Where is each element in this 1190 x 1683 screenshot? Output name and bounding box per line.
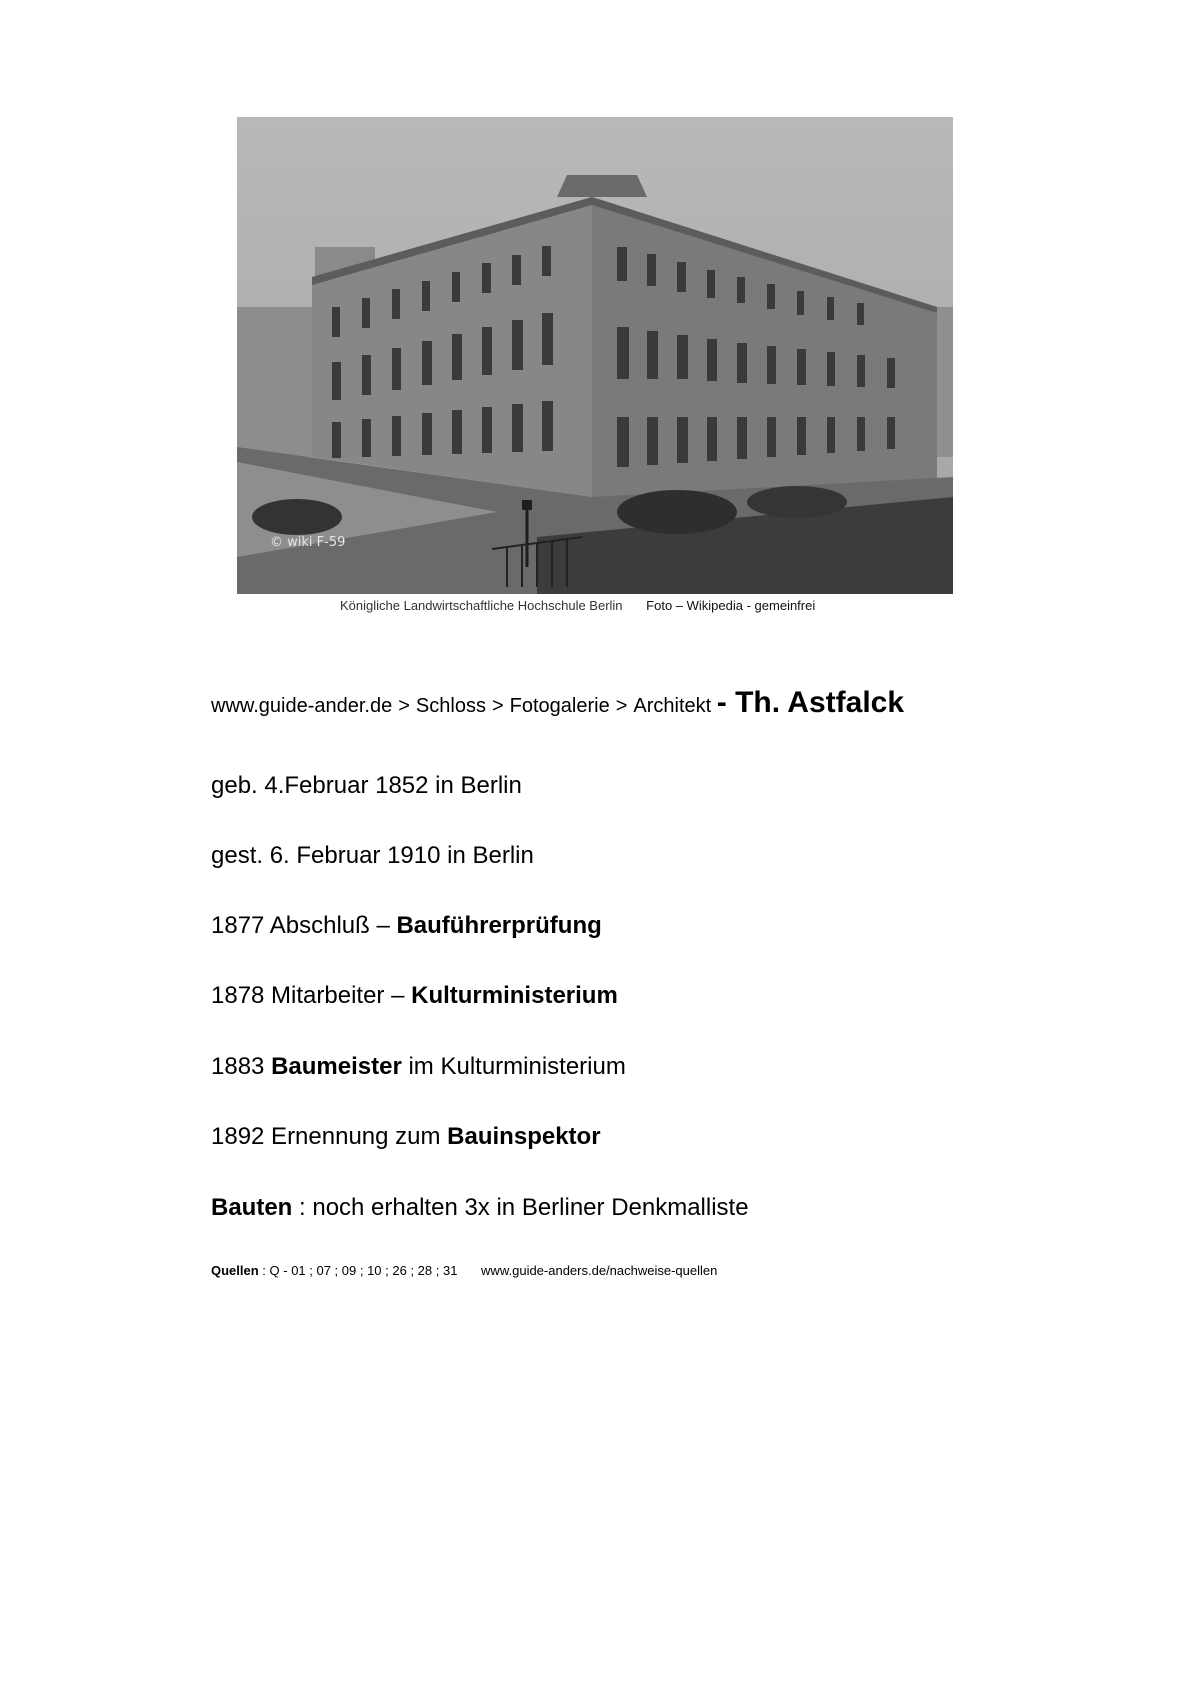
fact-1877-bold: Bauführerprüfung (396, 912, 602, 939)
breadcrumb-separator: > (491, 695, 504, 717)
sources-url[interactable]: www.guide-anders.de/nachweise-quellen (481, 1263, 718, 1278)
photo-caption-title: Königliche Landwirtschaftliche Hochschule Berlin (340, 598, 623, 613)
fact-1892-text: 1892 Ernennung zum (211, 1123, 448, 1150)
breadcrumb-item-fotogalerie[interactable]: Fotogalerie (509, 695, 610, 717)
photo-watermark: © wiki F-59 (270, 535, 346, 550)
breadcrumb-site[interactable]: www.guide-ander.de (211, 695, 393, 717)
photo-caption (340, 598, 815, 613)
sources-line (211, 1263, 717, 1278)
fact-1892-bold: Bauinspektor (447, 1123, 601, 1150)
died-line: gest. 6. Februar 1910 in Berlin (211, 842, 534, 869)
building-photo (237, 117, 953, 594)
fact-1883 (211, 1053, 626, 1081)
breadcrumb-separator: > (398, 695, 410, 717)
fact-1878 (211, 982, 618, 1010)
fact-1877 (211, 912, 602, 940)
born-line: geb. 4.Februar 1852 in Berlin (211, 772, 522, 799)
fact-1878-bold: Kulturministerium (411, 982, 618, 1009)
fact-1883-suffix: im Kulturministerium (401, 1053, 626, 1080)
fact-1883-text: 1883 (211, 1053, 272, 1080)
sources-refs: : Q - 01 ; 07 ; 09 ; 10 ; 26 ; 28 ; 31 (258, 1263, 458, 1278)
breadcrumb-separator: > (615, 695, 628, 717)
bauten-label: Bauten (211, 1194, 293, 1221)
fact-1878-text: 1878 Mitarbeiter – (211, 982, 412, 1009)
bauten-line (211, 1194, 749, 1222)
photo-caption-credit: Foto – Wikipedia - gemeinfrei (646, 598, 816, 613)
page-title: - Th. Astfalck (716, 686, 905, 719)
breadcrumb-item-architekt[interactable]: Architekt (633, 695, 712, 717)
fact-1877-text: 1877 Abschluß – (211, 912, 397, 939)
bauten-text: : noch erhalten 3x in Berliner Denkmalliste (292, 1194, 749, 1221)
breadcrumb-item-schloss[interactable]: Schloss (415, 695, 486, 717)
building-illustration (237, 117, 953, 594)
breadcrumb (211, 686, 904, 720)
fact-1892 (211, 1123, 601, 1151)
sources-label: Quellen (211, 1263, 259, 1278)
fact-1883-bold: Baumeister (271, 1053, 402, 1080)
